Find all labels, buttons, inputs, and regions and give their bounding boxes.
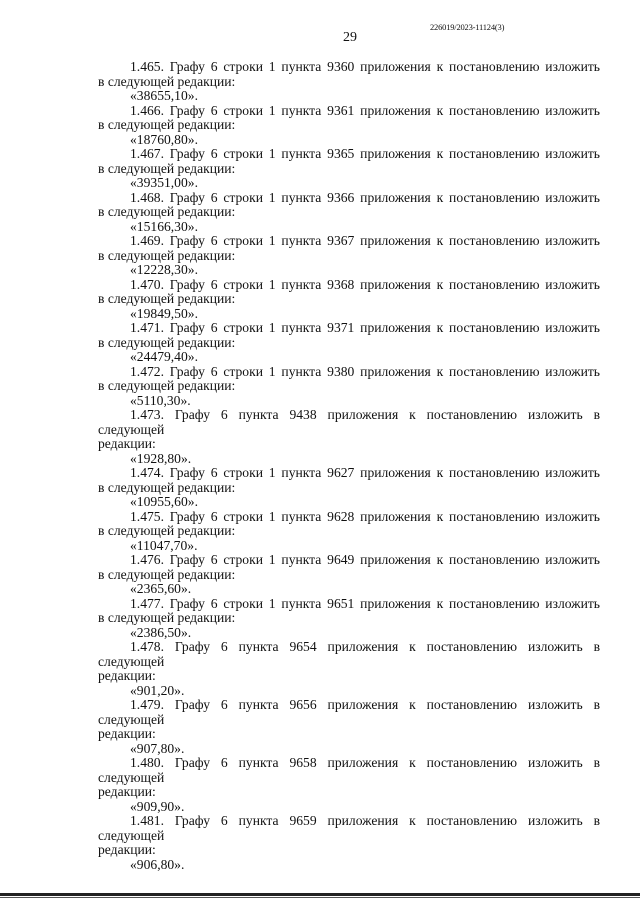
amendment-item	[98, 278, 600, 322]
amendment-text-continuation: редакции:	[98, 842, 156, 857]
amendment-item	[98, 553, 600, 597]
amendment-text: 1.476. Графу 6 строки 1 пункта 9649 приложения к постановлению изложить	[130, 552, 600, 567]
amendment-item	[98, 814, 600, 872]
amendment-text-continuation: в следующей редакции:	[98, 204, 236, 219]
amendment-value: «906,80».	[130, 856, 185, 872]
amendment-text: 1.475. Графу 6 строки 1 пункта 9628 приложения к постановлению изложить	[130, 508, 600, 524]
page-bottom-border-thin	[0, 897, 640, 898]
amendment-text-continuation: редакции:	[98, 436, 156, 451]
amendment-value: «39351,00».	[130, 175, 198, 190]
amendment-item	[98, 191, 600, 235]
amendment-value: «10955,60».	[130, 494, 198, 509]
amendment-value: «18760,80».	[130, 131, 198, 147]
amendment-item	[98, 510, 600, 554]
amendment-text: 1.480. Графу 6 пункта 9658 приложения к постановлению изложить в следующей	[98, 755, 600, 785]
page-bottom-border	[0, 893, 640, 896]
amendment-text-continuation: в следующей редакции:	[98, 610, 236, 625]
amendment-text: 1.465. Графу 6 строки 1 пункта 9360 приложения к постановлению изложить	[130, 59, 600, 74]
amendment-item	[98, 147, 600, 191]
amendment-text: 1.467. Графу 6 строки 1 пункта 9365 приложения к постановлению изложить	[130, 146, 600, 161]
amendment-item	[98, 321, 600, 365]
amendment-text-continuation: редакции:	[98, 668, 156, 683]
amendment-value: «5110,30».	[130, 392, 191, 408]
amendment-text: 1.471. Графу 6 строки 1 пункта 9371 приложения к постановлению изложить	[130, 320, 600, 335]
amendment-text: 1.473. Графу 6 пункта 9438 приложения к постановлению изложить в следующей	[98, 407, 600, 437]
amendment-text-continuation: в следующей редакции:	[98, 160, 236, 176]
amendment-item	[98, 60, 600, 104]
amendment-value: «15166,30».	[130, 218, 198, 234]
amendment-item	[98, 640, 600, 698]
amendment-value: «19849,50».	[130, 305, 198, 321]
amendment-text-continuation: редакции:	[98, 784, 156, 799]
amendment-text: 1.469. Графу 6 строки 1 пункта 9367 приложения к постановлению изложить	[130, 233, 600, 248]
amendment-value: «24479,40».	[130, 349, 198, 364]
amendment-text: 1.477. Графу 6 строки 1 пункта 9651 приложения к постановлению изложить	[130, 595, 600, 611]
amendment-text-continuation: в следующей редакции:	[98, 378, 236, 393]
amendment-item	[98, 104, 600, 148]
amendment-text-continuation: в следующей редакции:	[98, 523, 236, 538]
amendment-value: «38655,10».	[130, 88, 198, 103]
amendment-text-continuation: редакции:	[98, 726, 156, 741]
amendment-item	[98, 365, 600, 409]
amendment-value: «11047,70».	[130, 537, 198, 553]
amendment-value: «907,80».	[130, 740, 185, 756]
page-number: 29	[343, 30, 357, 45]
amendment-item	[98, 234, 600, 278]
amendment-item	[98, 698, 600, 756]
amendment-text: 1.474. Графу 6 строки 1 пункта 9627 приложения к постановлению изложить	[130, 465, 600, 480]
amendment-item	[98, 597, 600, 641]
amendment-value: «909,90».	[130, 798, 185, 814]
amendment-value: «1928,80».	[130, 450, 192, 466]
amendment-text: 1.468. Графу 6 строки 1 пункта 9366 приложения к постановлению изложить	[130, 189, 600, 205]
amendment-value: «2365,60».	[130, 581, 192, 596]
document-body	[98, 60, 600, 872]
amendment-text-continuation: в следующей редакции:	[98, 479, 236, 495]
amendment-text: 1.478. Графу 6 пункта 9654 приложения к постановлению изложить в следующей	[98, 639, 600, 669]
amendment-text: 1.481. Графу 6 пункта 9659 приложения к постановлению изложить в следующей	[98, 813, 600, 843]
amendment-item	[98, 756, 600, 814]
amendment-text-continuation: в следующей редакции:	[98, 334, 236, 350]
amendment-value: «12228,30».	[130, 262, 198, 277]
amendment-text-continuation: в следующей редакции:	[98, 73, 236, 89]
amendment-item	[98, 408, 600, 466]
document-registration-number: 226019/2023-11124(3)	[430, 22, 505, 32]
amendment-text: 1.470. Графу 6 строки 1 пункта 9368 приложения к постановлению изложить	[130, 276, 600, 292]
amendment-text-continuation: в следующей редакции:	[98, 566, 236, 582]
amendment-value: «901,20».	[130, 682, 185, 698]
amendment-text-continuation: в следующей редакции:	[98, 291, 236, 306]
amendment-text-continuation: в следующей редакции:	[98, 117, 236, 132]
amendment-text: 1.466. Графу 6 строки 1 пункта 9361 приложения к постановлению изложить	[130, 102, 600, 118]
amendment-item	[98, 466, 600, 510]
amendment-text-continuation: в следующей редакции:	[98, 247, 236, 263]
amendment-text: 1.479. Графу 6 пункта 9656 приложения к постановлению изложить в следующей	[98, 697, 600, 727]
amendment-value: «2386,50».	[130, 624, 192, 640]
amendment-text: 1.472. Графу 6 строки 1 пункта 9380 приложения к постановлению изложить	[130, 363, 600, 379]
